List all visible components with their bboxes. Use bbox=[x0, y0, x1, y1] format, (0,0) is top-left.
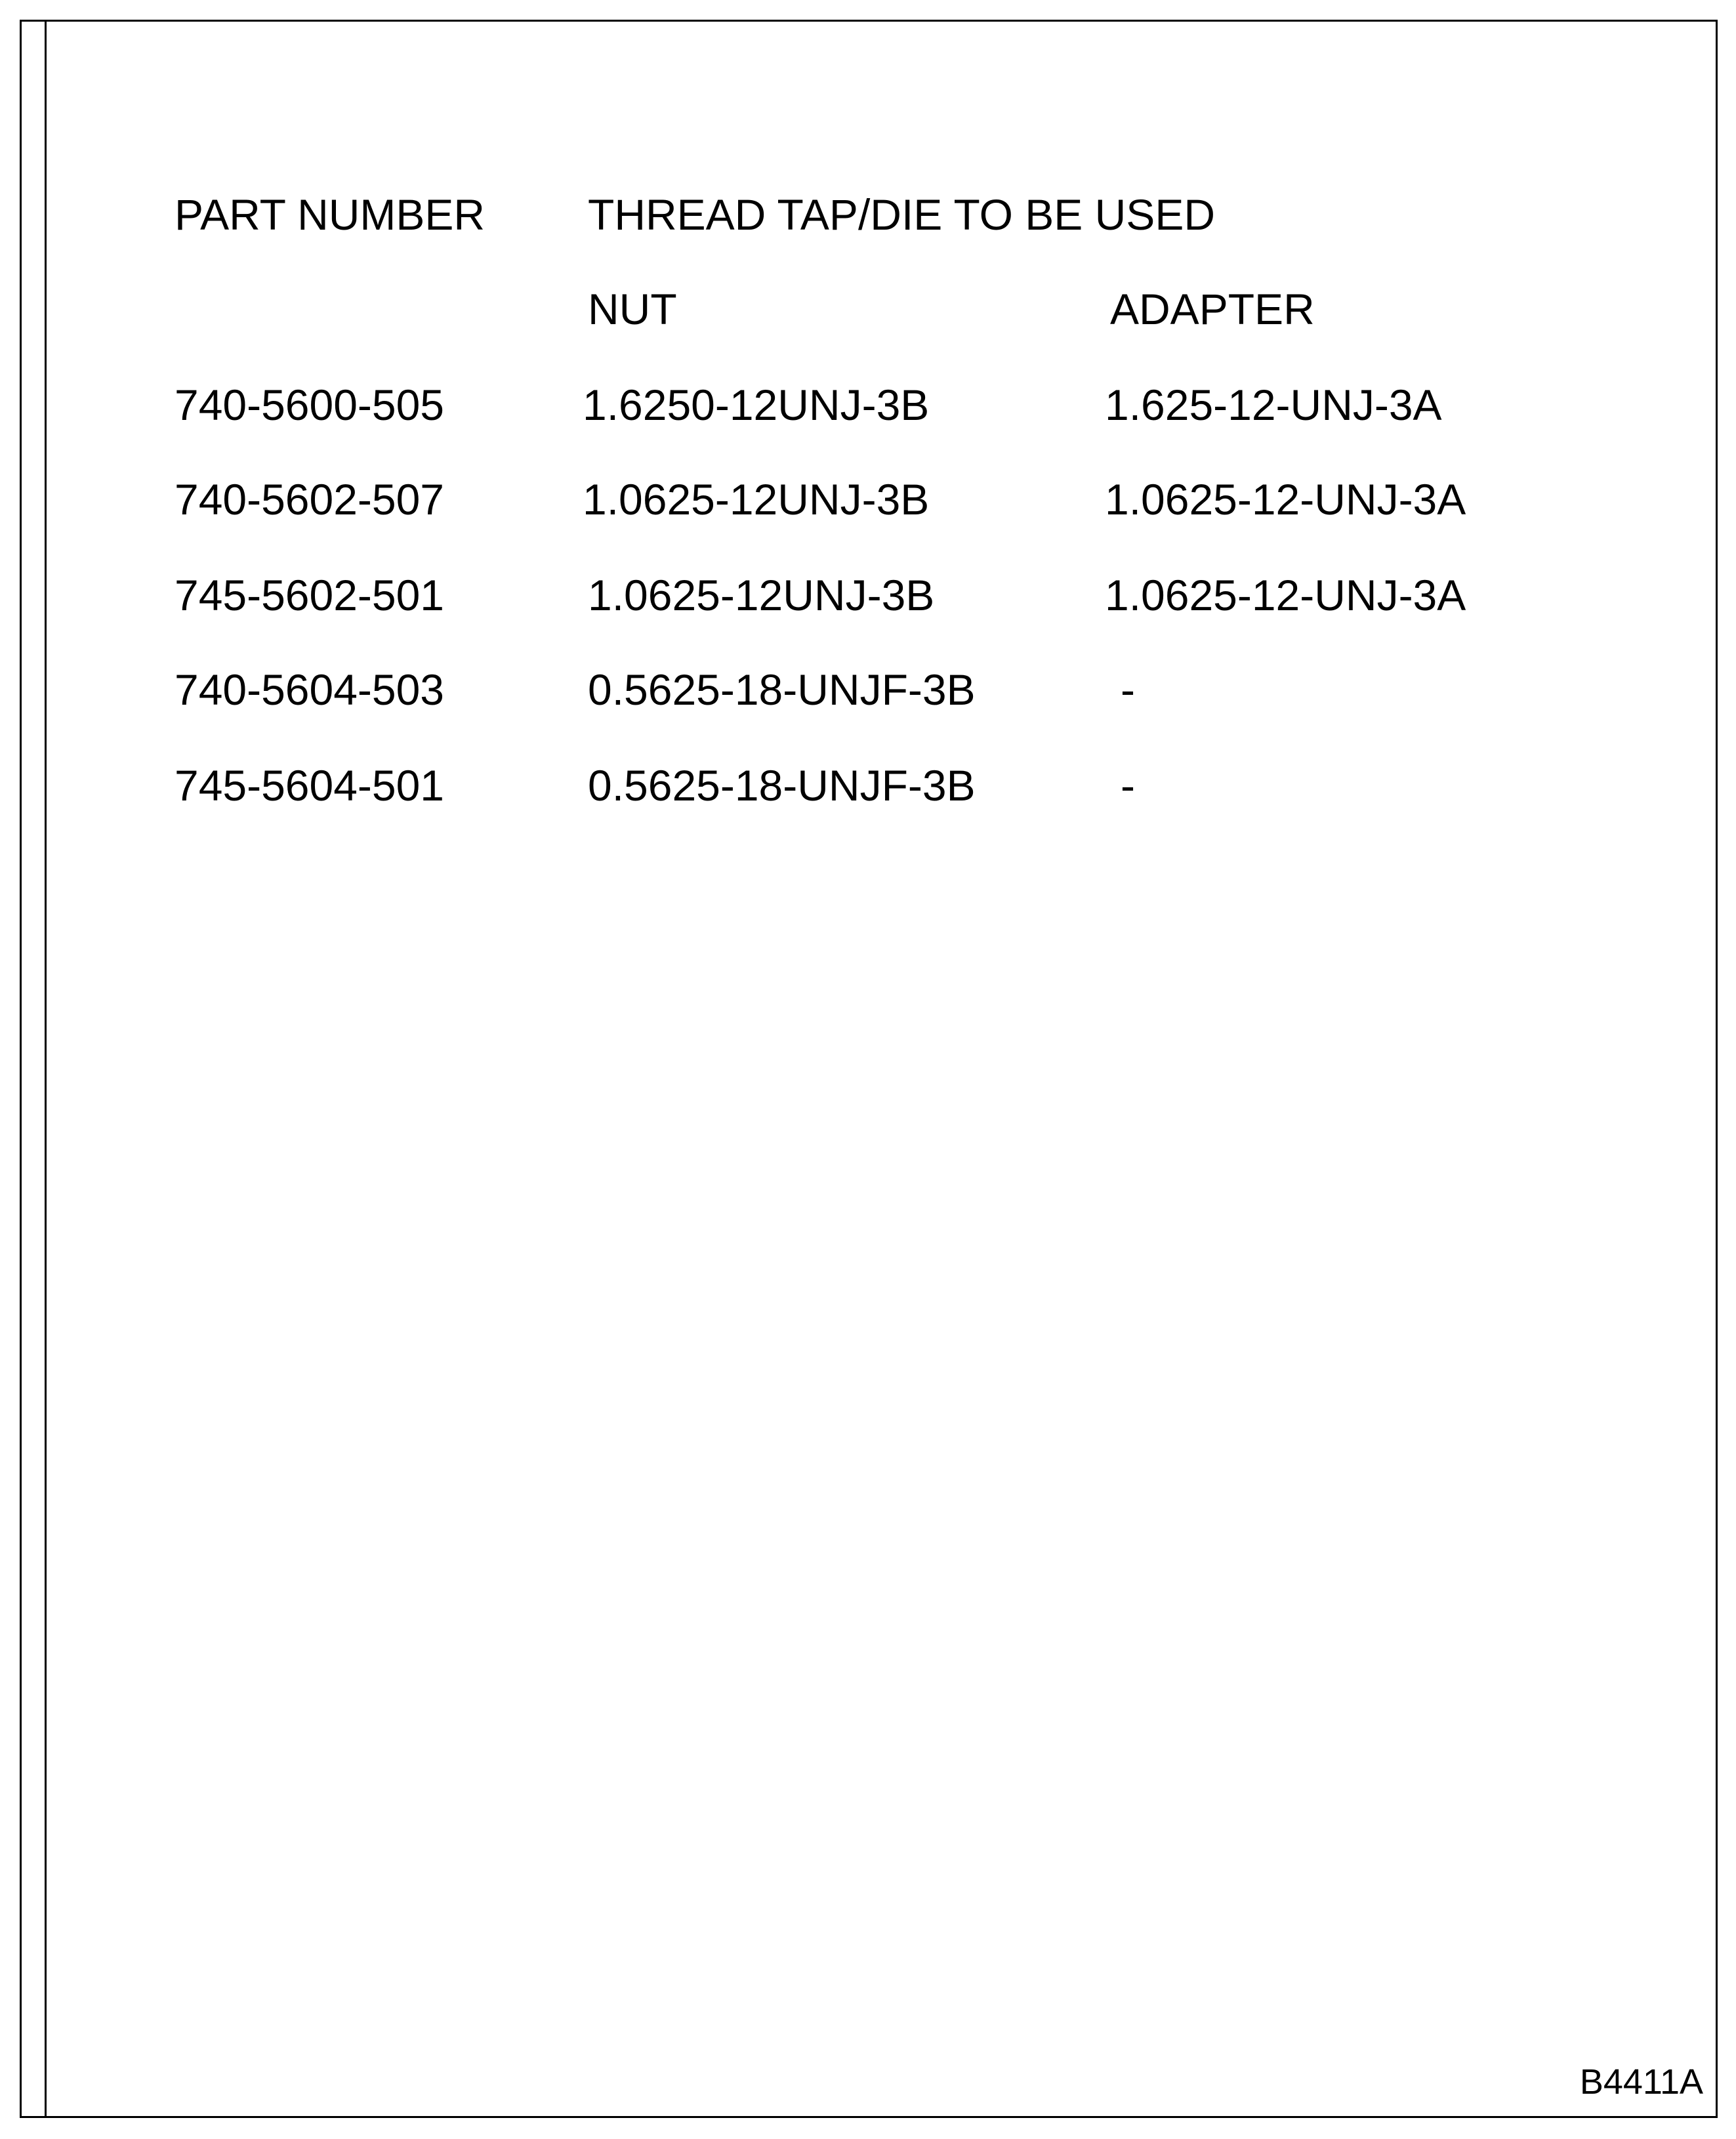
binding-margin-line bbox=[45, 20, 47, 2118]
header-thread-tap-die: THREAD TAP/DIE TO BE USED bbox=[588, 190, 1216, 239]
drawing-id: B4411A bbox=[1579, 2062, 1703, 2102]
row-2-nut-thread: 1.0625-12UNJ-3B bbox=[583, 475, 930, 524]
row-4-adapter-thread: - bbox=[1121, 665, 1135, 714]
row-2-adapter-thread: 1.0625-12-UNJ-3A bbox=[1105, 475, 1466, 524]
page-border bbox=[20, 20, 1718, 2118]
row-4-nut-thread: 0.5625-18-UNJF-3B bbox=[588, 665, 976, 714]
row-1-part-number: 740-5600-505 bbox=[175, 381, 445, 429]
row-4-part-number: 740-5604-503 bbox=[175, 665, 445, 714]
row-1-nut-thread: 1.6250-12UNJ-3B bbox=[583, 381, 930, 429]
row-5-nut-thread: 0.5625-18-UNJF-3B bbox=[588, 761, 976, 810]
row-3-adapter-thread: 1.0625-12-UNJ-3A bbox=[1105, 571, 1466, 619]
row-5-adapter-thread: - bbox=[1121, 761, 1135, 810]
row-3-nut-thread: 1.0625-12UNJ-3B bbox=[588, 571, 935, 619]
row-3-part-number: 745-5602-501 bbox=[175, 571, 445, 619]
row-1-adapter-thread: 1.625-12-UNJ-3A bbox=[1105, 381, 1442, 429]
subheader-nut: NUT bbox=[588, 285, 677, 333]
subheader-adapter: ADAPTER bbox=[1110, 285, 1315, 333]
row-2-part-number: 740-5602-507 bbox=[175, 475, 445, 524]
row-5-part-number: 745-5604-501 bbox=[175, 761, 445, 810]
header-part-number: PART NUMBER bbox=[175, 190, 486, 239]
